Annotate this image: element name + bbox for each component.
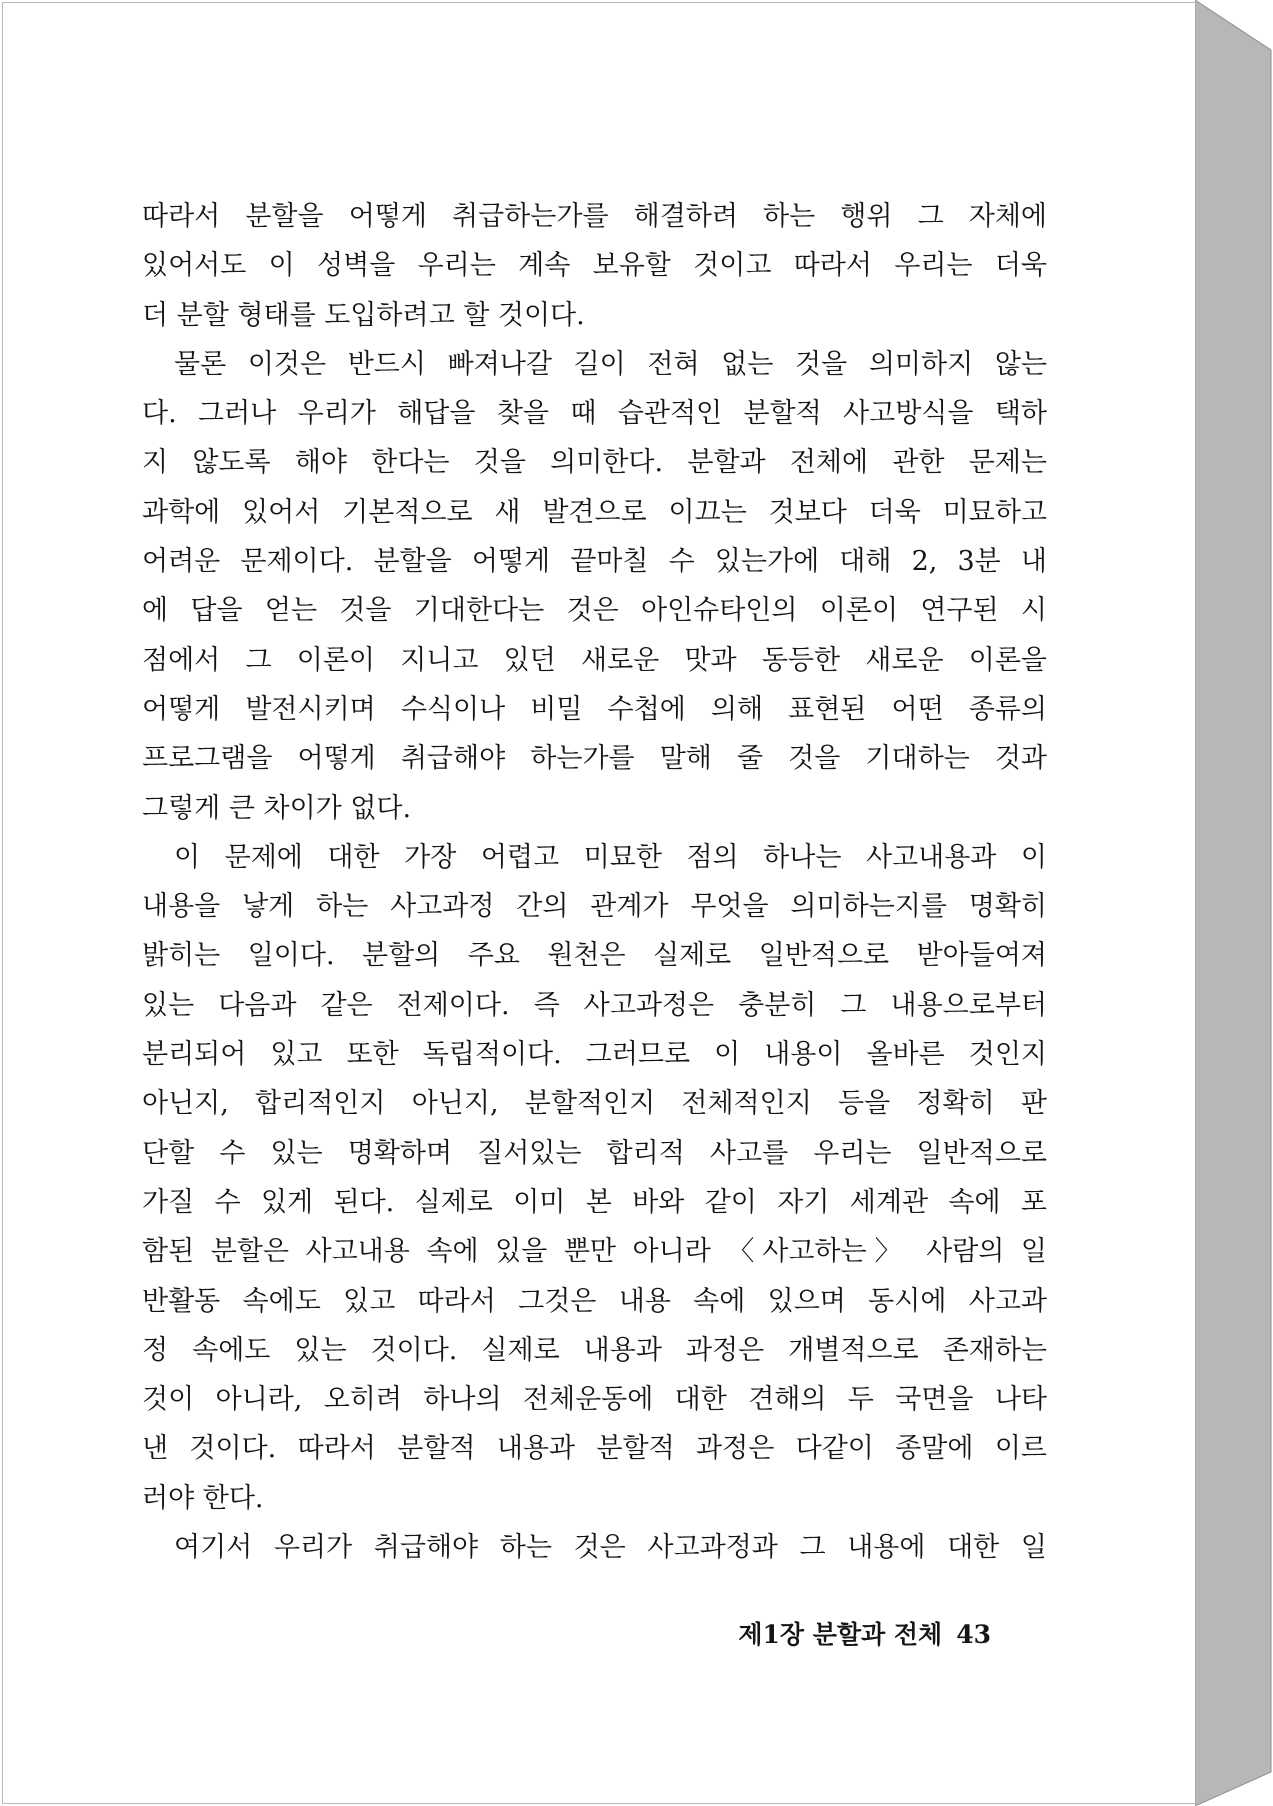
paragraph-first-line: 이 문제에 대한 가장 어렵고 미묘한 점의 하나는 사고내용과 이 xyxy=(174,841,1047,873)
body-text xyxy=(142,192,1047,1572)
text-line: 있는 다음과 같은 전제이다. 즉 사고과정은 충분히 그 내용으로부터 xyxy=(142,989,1047,1021)
paragraph-first-line: 물론 이것은 반드시 빠져나갈 길이 전혀 없는 것을 의미하지 않는 xyxy=(174,348,1047,380)
text-line: 함된 분할은 사고내용 속에 있을 뿐만 아니라 〈사고하는〉 사람의 일 xyxy=(142,1236,1047,1268)
text-line: 따라서 분할을 어떻게 취급하는가를 해결하려 하는 행위 그 자체에 xyxy=(142,201,1047,232)
page-number: 43 xyxy=(956,1620,991,1649)
book-page xyxy=(2,2,1197,1804)
text-line: 다. 그러나 우리가 해답을 찾을 때 습관적인 분할적 사고방식을 택하 xyxy=(142,398,1047,430)
text-line: 어떻게 발전시키며 수식이나 비밀 수첩에 의해 표현된 어떤 종류의 xyxy=(142,693,1047,725)
text-line: 어려운 문제이다. 분할을 어떻게 끝마칠 수 있는가에 대해 2, 3분 내 xyxy=(142,546,1047,578)
text-line: 지 않도록 해야 한다는 것을 의미한다. 분할과 전체에 관한 문제는 xyxy=(142,447,1047,479)
book-side-edge xyxy=(1195,0,1273,1806)
book-thickness-shape xyxy=(1195,0,1273,1806)
text-line: 러야 한다. xyxy=(142,1482,264,1514)
text-line: 아닌지, 합리적인지 아닌지, 분할적인지 전체적인지 등을 정확히 판 xyxy=(142,1088,1047,1120)
text-line: 낸 것이다. 따라서 분할적 내용과 분할적 과정은 다같이 종말에 이르 xyxy=(142,1433,1047,1465)
text-line: 점에서 그 이론이 지니고 있던 새로운 맛과 동등한 새로운 이론을 xyxy=(142,644,1047,676)
text-line: 에 답을 얻는 것을 기대한다는 것은 아인슈타인의 이론이 연구된 시 xyxy=(142,595,1047,627)
text-line: 있어서도 이 성벽을 우리는 계속 보유할 것이고 따라서 우리는 더욱 xyxy=(142,250,1047,282)
text-line: 것이 아니라, 오히려 하나의 전체운동에 대한 견해의 두 국면을 나타 xyxy=(142,1384,1047,1416)
text-line: 정 속에도 있는 것이다. 실제로 내용과 과정은 개별적으로 존재하는 xyxy=(142,1334,1047,1366)
text-line: 단할 수 있는 명확하며 질서있는 합리적 사고를 우리는 일반적으로 xyxy=(142,1137,1047,1169)
text-line: 분리되어 있고 또한 독립적이다. 그러므로 이 내용이 올바른 것인지 xyxy=(142,1039,1047,1071)
text-line: 프로그램을 어떻게 취급해야 하는가를 말해 줄 것을 기대하는 것과 xyxy=(142,743,1047,775)
text-line: 반활동 속에도 있고 따라서 그것은 내용 속에 있으며 동시에 사고과 xyxy=(142,1285,1047,1317)
text-line: 과학에 있어서 기본적으로 새 발견으로 이끄는 것보다 더욱 미묘하고 xyxy=(142,496,1047,528)
paragraph-first-line: 여기서 우리가 취급해야 하는 것은 사고과정과 그 내용에 대한 일 xyxy=(174,1532,1047,1564)
text-line: 더 분할 형태를 도입하려고 할 것이다. xyxy=(142,299,585,331)
text-line: 밝히는 일이다. 분할의 주요 원천은 실제로 일반적으로 받아들여져 xyxy=(142,940,1047,972)
page-footer xyxy=(738,1615,991,1651)
text-line: 내용을 낳게 하는 사고과정 간의 관계가 무엇을 의미하는지를 명확히 xyxy=(142,891,1047,923)
text-line: 가질 수 있게 된다. 실제로 이미 본 바와 같이 자기 세계관 속에 포 xyxy=(142,1186,1047,1218)
chapter-title: 제1장 분할과 전체 xyxy=(738,1620,943,1649)
text-line: 그렇게 큰 차이가 없다. xyxy=(142,792,412,824)
